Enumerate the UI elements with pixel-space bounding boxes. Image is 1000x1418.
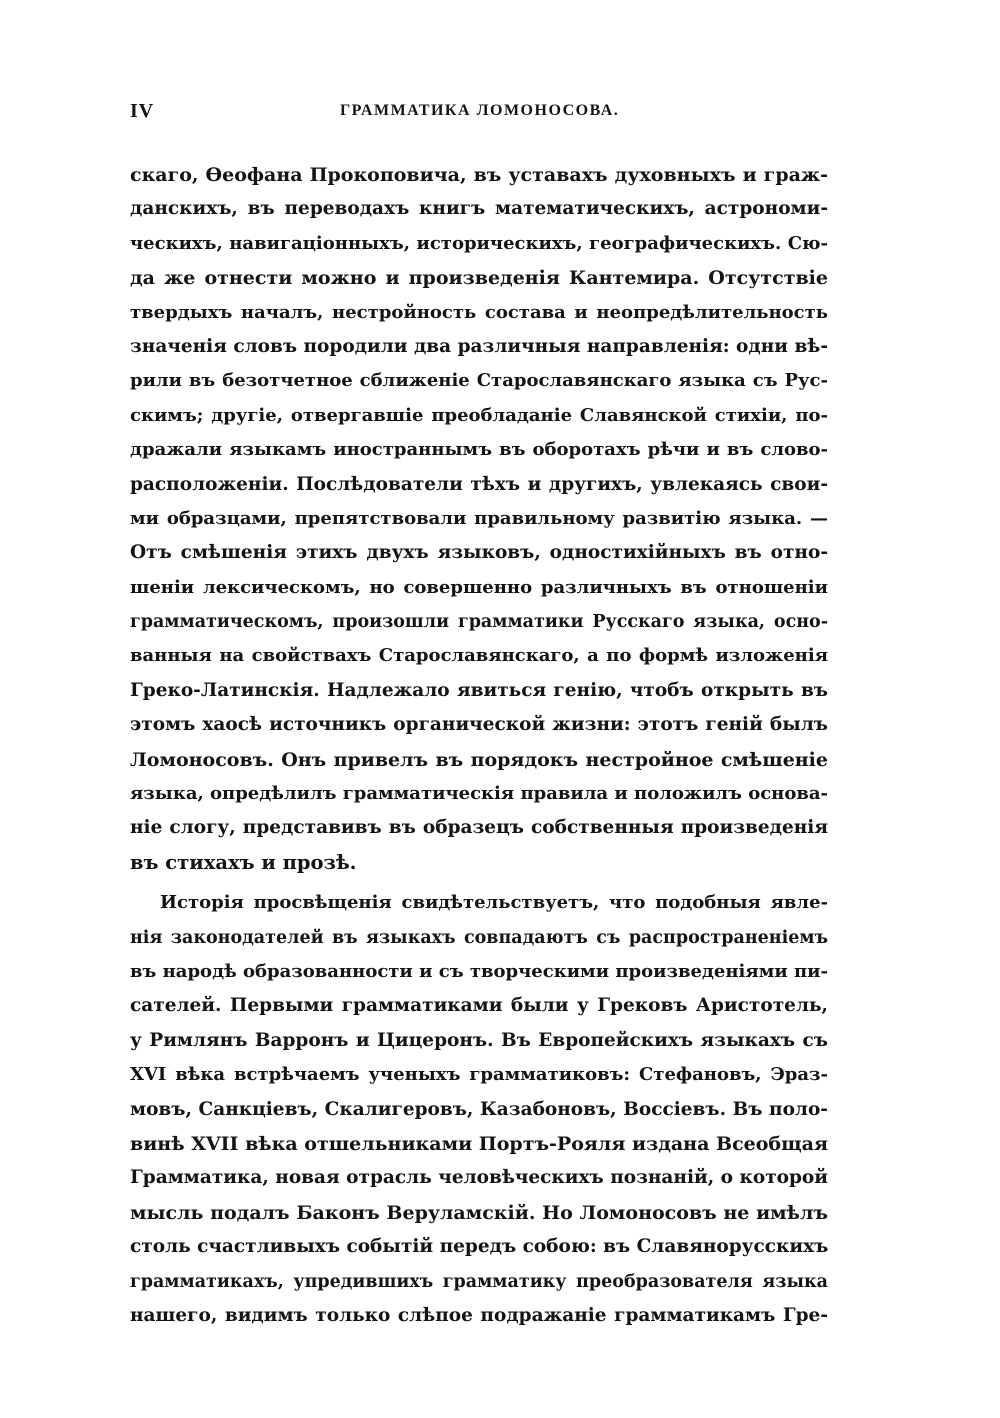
text-line: грамматикахъ, упредившихъ грамматику преобразователя языка (130, 1271, 828, 1292)
text-line: въ народѣ образованности и съ творческими произведеніями пи- (130, 960, 828, 982)
text-line: у Римлянъ Варронъ и Цицеронъ. Въ Европейскихъ языкахъ съ (130, 1029, 828, 1051)
text-line: ніе слогу, представивъ въ образецъ собственныя произведенія (130, 817, 828, 839)
text-line: скаго, Ѳеофана Прокоповича, въ уставахъ духовныхъ и граж- (130, 164, 828, 186)
text-line: дражали языкамъ иностраннымъ въ оборотахъ рѣчи и въ слово- (130, 439, 828, 461)
text-line: расположеніи. Послѣдователи тѣхъ и другихъ, увлекаясь свои- (130, 473, 828, 495)
text-line: мысль подалъ Баконъ Веруламскій. Но Ломоносовъ не имѣлъ (130, 1201, 828, 1224)
text-line: твердыхъ началъ, нестройность состава и неопредѣлительность (130, 301, 828, 323)
text-line: въ стихахъ и прозѣ. (130, 850, 357, 874)
text-line: данскихъ, въ переводахъ книгъ математическихъ, астрономи- (130, 198, 828, 220)
text-line: нашего, видимъ только слѣпое подражаніе грамматикамъ Гре- (130, 1304, 828, 1326)
paragraph (130, 158, 828, 880)
text-line: сателей. Первыми грамматиками были у Грековъ Аристотель, (130, 995, 828, 1017)
text-line: нія законодателей въ языкахъ совпадаютъ съ распространеніемъ (130, 927, 828, 948)
page-header (130, 100, 828, 130)
paragraph (130, 886, 828, 1333)
text-line: ми образцами, препятствовали правильному развитію языка. — (130, 507, 828, 529)
text-line: языка, опредѣлилъ грамматическія правила и положилъ основа- (130, 783, 828, 805)
text-line: скимъ; другіе, отвергавшіе преобладаніе Славянской стихіи, по- (130, 404, 828, 426)
text-line: мовъ, Санкціевъ, Скалигеровъ, Казабоновъ, Воссіевъ. Въ поло- (130, 1098, 828, 1120)
text-line: винѣ XVII вѣка отшельниками Портъ-Рояля издана Всеобщая (130, 1132, 828, 1155)
text-line: Исторія просвѣщенія свидѣтельствуетъ, что подобныя явле- (160, 892, 828, 914)
text-line: ванныя на свойствахъ Старославянскаго, а по формѣ изложенія (130, 645, 828, 667)
page-number: IV (130, 100, 155, 122)
text-line: значенія словъ породили два различныя направленія: одни вѣ- (130, 335, 828, 357)
body-text (130, 158, 828, 1333)
text-line: Ломоносовъ. Онъ привелъ въ порядокъ нестройное смѣшеніе (130, 748, 828, 771)
text-line: шеніи лексическомъ, но совершенно различныхъ въ отношеніи (130, 576, 828, 598)
text-line: грамматическомъ, произошли грамматики Русскаго языка, осно- (130, 612, 828, 633)
text-line: столь счастливыхъ событій передъ собою: въ Славянорусскихъ (130, 1236, 828, 1258)
text-line: Отъ смѣшенія этихъ двухъ языковъ, одностихійныхъ въ отно- (130, 542, 828, 564)
running-title: ГРАММАТИКА ЛОМОНОСОВА. (340, 102, 620, 119)
text-line: XVI вѣка встрѣчаемъ ученыхъ грамматиковъ: Стефановъ, Эраз- (130, 1064, 828, 1086)
text-line: Греко-Латинскія. Надлежало явиться генію, чтобъ открыть въ (130, 679, 828, 701)
text-line: да же отнести можно и произведенія Кантемира. Отсутствіе (130, 267, 828, 290)
text-line: этомъ хаосѣ источникъ органической жизни: этотъ геній былъ (130, 714, 828, 736)
text-line: рили въ безотчетное сближеніе Старославянскаго языка съ Рус- (130, 370, 828, 392)
text-line: ческихъ, навигаціонныхъ, историческихъ, географическихъ. Сю- (130, 232, 828, 254)
text-line: Грамматика, новая отрасль человѣческихъ познаній, о которой (130, 1167, 828, 1189)
